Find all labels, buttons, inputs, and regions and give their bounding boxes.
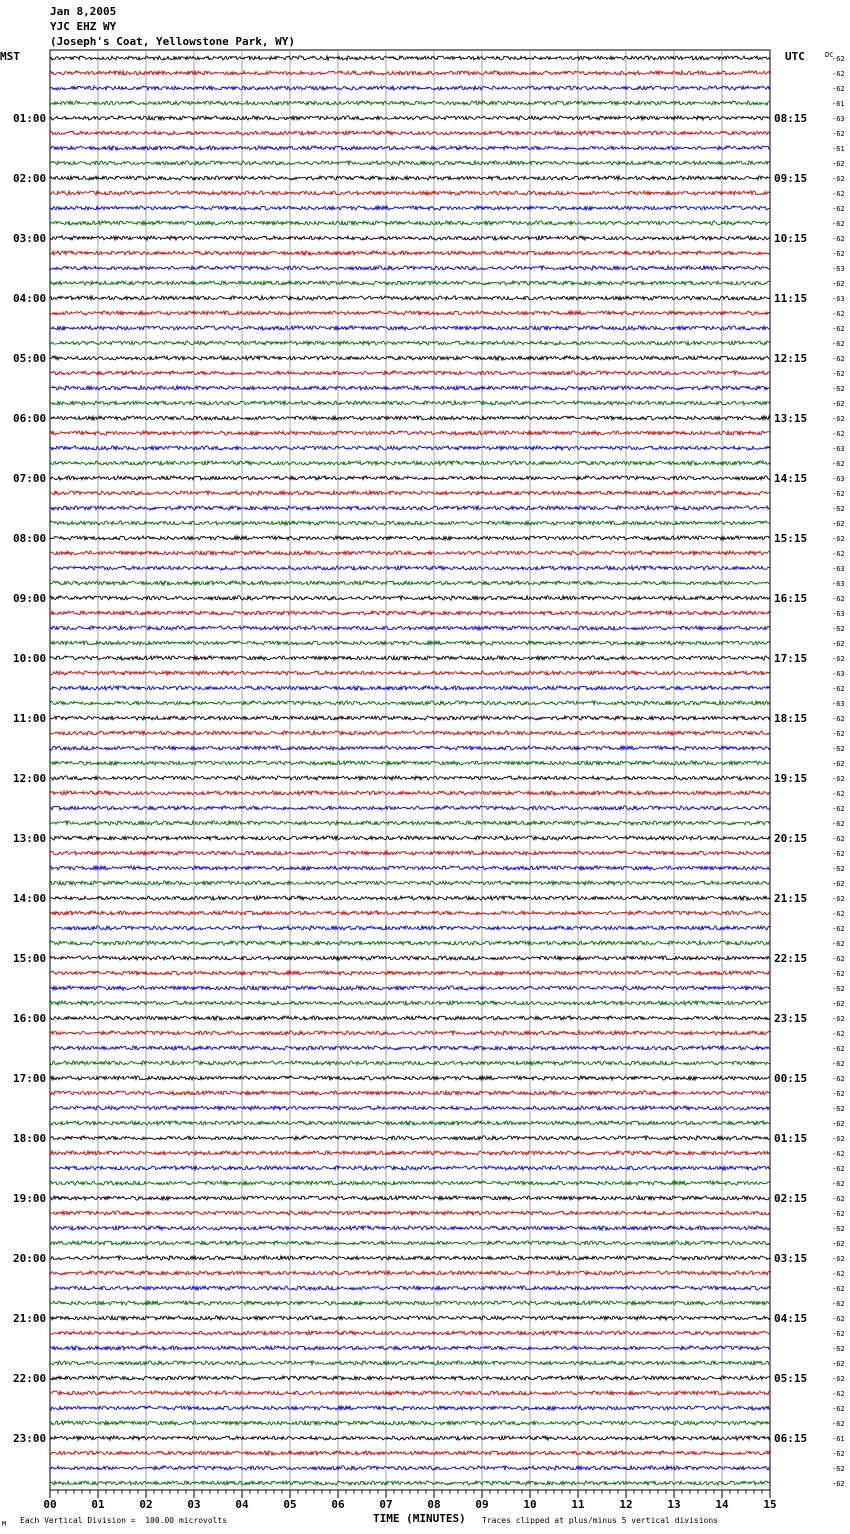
utc-hour-label: 18:15 [774,712,808,725]
seismogram-trace [50,1316,770,1320]
dc-offset-label: -62 [832,415,845,423]
dc-offset-label: -62 [832,1045,845,1053]
dc-offset-label: -62 [832,1195,845,1203]
seismogram-trace [50,1211,770,1215]
mst-axis-label: MST [0,50,20,63]
dc-offset-label: -62 [832,1240,845,1248]
seismogram-trace [50,671,770,675]
utc-hour-label: 03:15 [774,1252,808,1265]
seismogram-trace [50,1046,770,1050]
dc-offset-label: -62 [832,400,845,408]
dc-offset-label: -62 [832,1030,845,1038]
dc-offset-label: -62 [832,910,845,918]
dc-offset-label: -62 [832,1315,845,1323]
seismogram-trace [50,461,770,465]
dc-offset-label: -63 [832,610,845,618]
seismogram-trace [50,296,770,300]
clip-note: Traces clipped at plus/minus 5 vertical divisions [482,1516,719,1525]
dc-offset-label: -62 [832,190,845,198]
mst-hour-label: 15:00 [13,952,47,965]
seismogram-trace [50,701,770,705]
dc-offset-label: -62 [832,535,845,543]
seismogram-trace [50,881,770,885]
dc-offset-label: -62 [832,1150,845,1158]
station-code: YJC EHZ WY [50,20,117,33]
dc-offset-label: -61 [832,100,845,108]
seismogram-trace [50,101,770,105]
dc-offset-label: -62 [832,760,845,768]
dc-offset-label: -62 [832,880,845,888]
dc-offset-label: -62 [832,970,845,978]
seismogram-trace [50,1256,770,1260]
mst-hour-label: 02:00 [13,172,47,185]
seismogram-trace [50,941,770,945]
chart-date: Jan 8,2005 [50,5,117,18]
dc-offset-label: -62 [832,1015,845,1023]
mst-hour-label: 18:00 [13,1132,47,1145]
dc-offset-label: -62 [832,220,845,228]
dc-offset-label: -62 [832,1135,845,1143]
seismogram-trace [50,1481,770,1485]
utc-hour-label: 12:15 [774,352,808,365]
seismogram-trace [50,1301,770,1305]
utc-hour-label: 14:15 [774,472,808,485]
dc-offset-label: -63 [832,295,845,303]
seismogram-traces [50,56,770,1485]
dc-offset-label: -62 [832,820,845,828]
dc-offset-label: -63 [832,115,845,123]
seismogram-trace [50,896,770,900]
x-tick-label: 15 [763,1498,777,1511]
dc-offset-label: -62 [832,835,845,843]
dc-offset-label: -62 [832,640,845,648]
dc-offset-label: -62 [832,790,845,798]
dc-offset-label: -62 [832,1270,845,1278]
mst-hour-label: 12:00 [13,772,47,785]
dc-offset-label: -62 [832,430,845,438]
seismogram-trace [50,311,770,315]
x-tick-label: 08 [427,1498,441,1511]
utc-hour-label: 04:15 [774,1312,808,1325]
seismogram-trace [50,776,770,780]
mst-hour-label: 05:00 [13,352,47,365]
dc-offset-label: -62 [832,1450,845,1458]
dc-offset-label: -62 [832,130,845,138]
seismogram-trace [50,626,770,630]
dc-offset-label: -62 [832,1360,845,1368]
utc-hour-label: 10:15 [774,232,808,245]
x-tick-label: 13 [667,1498,681,1511]
dc-offset-label: -62 [832,370,845,378]
utc-hour-label: 19:15 [774,772,808,785]
mst-hour-label: 13:00 [13,832,47,845]
seismogram-trace [50,386,770,390]
seismogram-trace [50,1466,770,1470]
seismogram-trace [50,1016,770,1020]
utc-hour-label: 22:15 [774,952,808,965]
utc-hour-label: 15:15 [774,532,808,545]
seismogram-trace [50,686,770,690]
seismogram-trace [50,401,770,405]
utc-hour-label: 21:15 [774,892,808,905]
seismogram-trace [50,761,770,765]
seismogram-trace [50,281,770,285]
seismogram-trace [50,716,770,720]
x-tick-label: 07 [379,1498,393,1511]
dc-offset-label: -62 [832,1165,845,1173]
seismogram-trace [50,1136,770,1140]
seismogram-trace [50,1151,770,1155]
station-location: (Joseph's Coat, Yellowstone Park, WY) [50,35,296,48]
seismogram-trace [50,581,770,585]
seismogram-trace [50,1406,770,1410]
dc-offset-label: -63 [832,475,845,483]
utc-hour-label: 16:15 [774,592,808,605]
seismogram-trace [50,236,770,240]
mst-hour-label: 11:00 [13,712,47,725]
dc-offset-label: -63 [832,265,845,273]
mst-hour-label: 21:00 [13,1312,47,1325]
dc-offset-label: -62 [832,730,845,738]
x-tick-label: 04 [235,1498,249,1511]
seismogram-trace [50,476,770,480]
dc-offset-label: -62 [832,1405,845,1413]
dc-offset-label: -62 [832,1330,845,1338]
dc-offset-label: -62 [832,1300,845,1308]
dc-offset-label: -62 [832,505,845,513]
mst-hour-label: 01:00 [13,112,47,125]
dc-offset-label: -62 [832,160,845,168]
dc-offset-label: -62 [832,955,845,963]
seismogram-trace [50,1346,770,1350]
dc-offset-label: -63 [832,700,845,708]
utc-hour-label: 11:15 [774,292,808,305]
seismogram-trace [50,1421,770,1425]
utc-axis-label: UTC [785,50,805,63]
seismogram-trace [50,446,770,450]
seismogram-trace [50,1241,770,1245]
seismogram-trace [50,206,770,210]
dc-offset-label: -63 [832,580,845,588]
dc-offset-label: -62 [832,490,845,498]
x-tick-label: 01 [91,1498,105,1511]
seismogram-trace [50,611,770,615]
mst-hour-label: 23:00 [13,1432,47,1445]
seismogram-trace [50,1166,770,1170]
dc-offset-label: -62 [832,1000,845,1008]
mst-hour-label: 10:00 [13,652,47,665]
mst-hour-label: 17:00 [13,1072,47,1085]
dc-offset-label: -62 [832,280,845,288]
seismogram-trace [50,1436,770,1440]
seismogram-trace [50,851,770,855]
seismogram-trace [50,146,770,150]
mst-hour-label: 04:00 [13,292,47,305]
seismogram-trace [50,806,770,810]
utc-hour-label: 09:15 [774,172,808,185]
seismogram-trace [50,71,770,75]
mst-hour-label: 03:00 [13,232,47,245]
dc-offset-label: -62 [832,1210,845,1218]
utc-hour-label: 13:15 [774,412,808,425]
dc-offset-label: -61 [832,145,845,153]
seismogram-trace [50,506,770,510]
dc-offset-label: -62 [832,520,845,528]
dc-offset-label: -62 [832,310,845,318]
utc-hour-label: 02:15 [774,1192,808,1205]
dc-label: DC [825,51,834,59]
x-axis-title: TIME (MINUTES) [373,1512,466,1525]
seismogram-trace [50,1061,770,1065]
x-tick-label: 00 [43,1498,57,1511]
seismogram-trace [50,551,770,555]
dc-offset-label: -62 [832,85,845,93]
x-tick-label: 10 [523,1498,537,1511]
x-tick-label: 11 [571,1498,585,1511]
dc-offset-label: -62 [832,385,845,393]
seismogram-trace [50,866,770,870]
seismogram-trace [50,1031,770,1035]
mst-hour-label: 14:00 [13,892,47,905]
seismogram-trace [50,1076,770,1080]
dc-offset-label: -62 [832,775,845,783]
utc-hour-label: 06:15 [774,1432,808,1445]
x-tick-label: 12 [619,1498,633,1511]
seismogram-trace [50,641,770,645]
x-tick-label: 03 [187,1498,201,1511]
seismogram-trace [50,1091,770,1095]
seismogram-trace [50,1391,770,1395]
seismogram-trace [50,131,770,135]
x-tick-label: 05 [283,1498,297,1511]
seismogram-trace [50,416,770,420]
dc-offset-label: -62 [832,805,845,813]
dc-offset-label: -63 [832,445,845,453]
seismogram-trace [50,86,770,90]
seismogram-trace [50,956,770,960]
dc-offset-label: -62 [832,1390,845,1398]
seismogram-trace [50,431,770,435]
dc-offset-label: -62 [832,925,845,933]
dc-offset-labels [832,55,845,1488]
seismogram-trace [50,1376,770,1380]
dc-offset-label: -62 [832,1090,845,1098]
mst-hour-label: 07:00 [13,472,47,485]
dc-offset-label: -62 [832,70,845,78]
x-tick-label: 02 [139,1498,153,1511]
dc-offset-label: -62 [832,895,845,903]
seismogram-trace [50,266,770,270]
seismogram-trace [50,536,770,540]
dc-offset-label: -62 [832,235,845,243]
seismogram-trace [50,341,770,345]
dc-offset-label: -63 [832,670,845,678]
dc-offset-label: -61 [832,1435,845,1443]
mst-hour-label: 08:00 [13,532,47,545]
dc-offset-label: -62 [832,1480,845,1488]
seismogram-trace [50,326,770,330]
seismogram-trace [50,1451,770,1455]
mst-hour-label: 22:00 [13,1372,47,1385]
x-tick-label: 09 [475,1498,489,1511]
seismogram-trace [50,926,770,930]
mst-hour-label: 09:00 [13,592,47,605]
utc-hour-label: 20:15 [774,832,808,845]
corner-mark: M [2,1520,7,1528]
dc-offset-label: -62 [832,1465,845,1473]
mst-hour-label: 16:00 [13,1012,47,1025]
seismogram-trace [50,986,770,990]
seismogram-trace [50,821,770,825]
seismogram-trace [50,1226,770,1230]
seismogram-trace [50,731,770,735]
seismogram-trace [50,911,770,915]
dc-offset-label: -62 [832,1345,845,1353]
dc-offset-label: -62 [832,175,845,183]
dc-offset-label: -62 [832,985,845,993]
dc-offset-label: -62 [832,250,845,258]
mst-hour-label: 19:00 [13,1192,47,1205]
dc-offset-label: -62 [832,205,845,213]
seismogram-trace [50,1106,770,1110]
dc-offset-label: -62 [832,1105,845,1113]
utc-hour-label: 05:15 [774,1372,808,1385]
dc-offset-label: -63 [832,565,845,573]
seismogram-trace [50,791,770,795]
seismogram-trace [50,491,770,495]
utc-hour-label: 08:15 [774,112,808,125]
seismogram-trace [50,356,770,360]
dc-offset-label: -62 [832,340,845,348]
dc-offset-label: -62 [832,850,845,858]
dc-offset-label: -62 [832,1420,845,1428]
dc-offset-label: -62 [832,355,845,363]
dc-offset-label: -62 [832,1255,845,1263]
seismogram-trace [50,176,770,180]
seismogram-trace [50,1271,770,1275]
seismogram-trace [50,1331,770,1335]
dc-offset-label: -62 [832,1075,845,1083]
seismogram-trace [50,746,770,750]
seismogram-trace [50,566,770,570]
mst-hour-label: 20:00 [13,1252,47,1265]
seismogram-trace [50,836,770,840]
seismogram-trace [50,161,770,165]
scale-note: Each Vertical Division = 100.00 microvolts [20,1516,228,1525]
seismogram-trace [50,1181,770,1185]
utc-hour-label: 01:15 [774,1132,808,1145]
dc-offset-label: -62 [832,655,845,663]
dc-offset-label: -62 [832,550,845,558]
seismogram-trace [50,1121,770,1125]
dc-offset-label: -62 [832,865,845,873]
seismogram-trace [50,191,770,195]
seismogram-trace [50,596,770,600]
seismogram-trace [50,371,770,375]
dc-offset-label: -62 [832,1285,845,1293]
seismogram-trace [50,1001,770,1005]
utc-hour-label: 23:15 [774,1012,808,1025]
dc-offset-label: -62 [832,940,845,948]
seismogram-trace [50,1361,770,1365]
seismogram-trace [50,656,770,660]
mst-hour-label: 06:00 [13,412,47,425]
dc-offset-label: -62 [832,685,845,693]
seismogram-trace [50,521,770,525]
utc-hour-label: 00:15 [774,1072,808,1085]
seismogram-trace [50,1196,770,1200]
x-tick-label: 14 [715,1498,729,1511]
dc-offset-label: -62 [832,1060,845,1068]
x-tick-label: 06 [331,1498,345,1511]
dc-offset-label: -62 [832,625,845,633]
dc-offset-label: -62 [832,1120,845,1128]
dc-offset-label: -62 [832,1225,845,1233]
dc-offset-label: -62 [832,715,845,723]
time-axis [43,1490,776,1511]
dc-offset-label: -62 [832,55,845,63]
dc-offset-label: -62 [832,1180,845,1188]
seismogram-trace [50,221,770,225]
dc-offset-label: -62 [832,745,845,753]
dc-offset-label: -62 [832,595,845,603]
dc-offset-label: -62 [832,460,845,468]
utc-hour-label: 17:15 [774,652,808,665]
seismogram-trace [50,56,770,60]
seismogram-trace [50,1286,770,1290]
seismogram-trace [50,116,770,120]
dc-offset-label: -62 [832,325,845,333]
dc-offset-label: -62 [832,1375,845,1383]
seismogram-trace [50,251,770,255]
seismogram-trace [50,971,770,975]
